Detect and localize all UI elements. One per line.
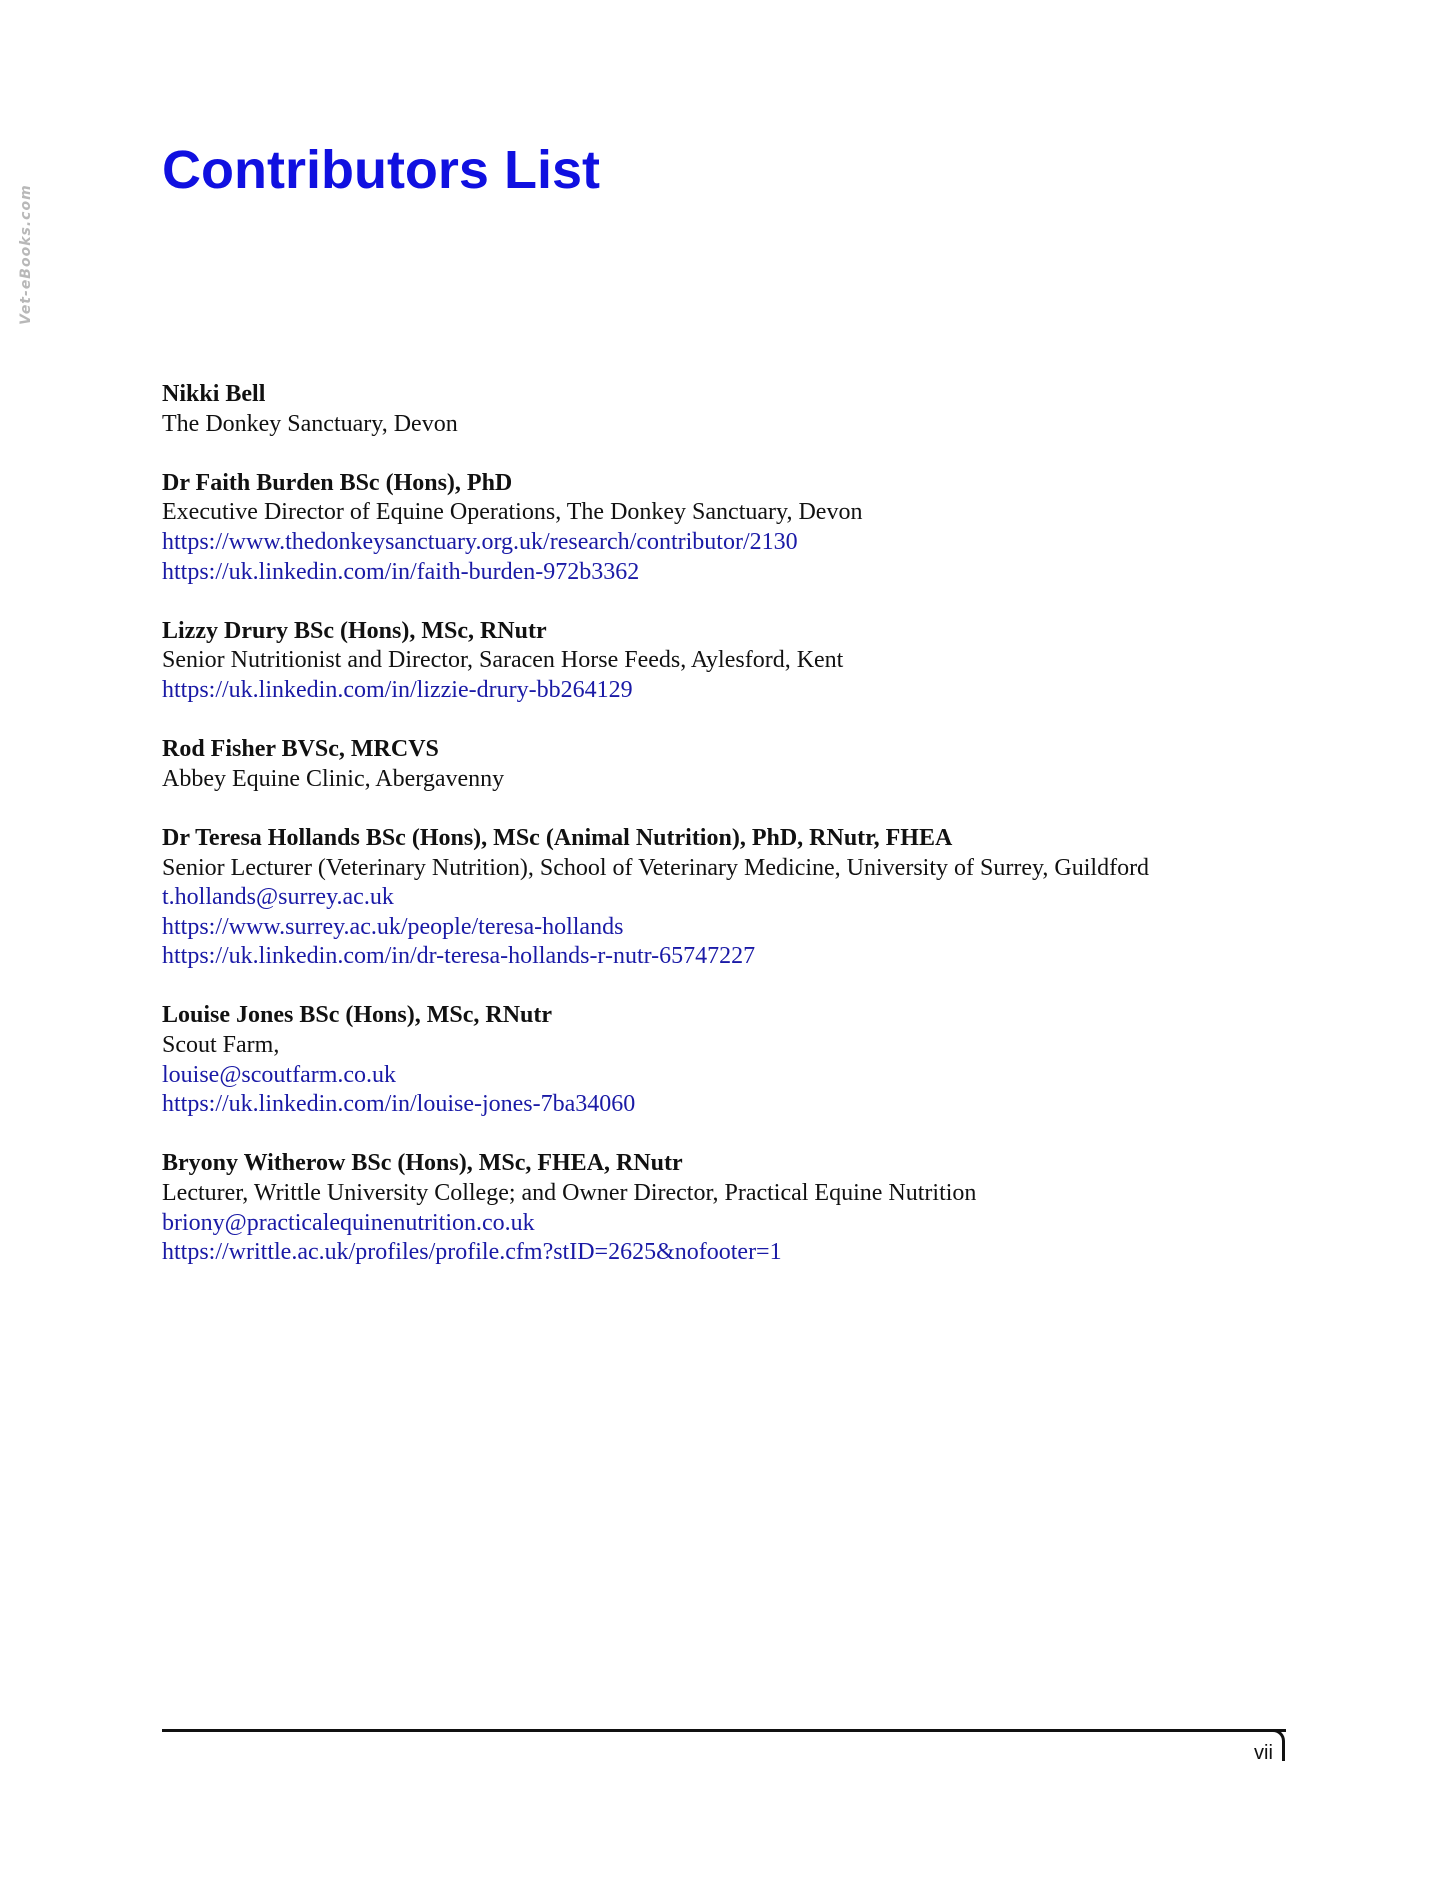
contributor-link[interactable]: https://uk.linkedin.com/in/faith-burden-972b3362 [162,558,640,585]
contributor-entry [162,735,1302,794]
contributor-name: Lizzy Drury BSc (Hons), MSc, RNutr [162,617,547,644]
footer-rule-corner [1272,1729,1285,1761]
watermark-logo: Vet-eBooks.com [18,184,34,325]
contributor-link[interactable]: https://uk.linkedin.com/in/lizzie-drury-bb264129 [162,676,633,703]
footer-rule [162,1729,1286,1732]
contributor-link[interactable]: https://uk.linkedin.com/in/louise-jones-7ba34060 [162,1091,636,1118]
contributor-entry [162,469,1302,587]
contributors-list [162,380,1302,1297]
contributor-affiliation: Scout Farm, [162,1032,280,1059]
contributor-entry [162,1001,1302,1119]
page-title: Contributors List [162,140,600,200]
contributor-name: Nikki Bell [162,381,266,407]
contributor-affiliation: Abbey Equine Clinic, Abergavenny [162,765,505,792]
contributor-link[interactable]: https://uk.linkedin.com/in/dr-teresa-hollands-r-nutr-65747227 [162,943,756,970]
contributor-name: Dr Faith Burden BSc (Hons), PhD [162,469,513,496]
contributor-link[interactable]: https://www.surrey.ac.uk/people/teresa-hollands [162,913,624,940]
contributor-affiliation: Senior Nutritionist and Director, Saracen Horse Feeds, Aylesford, Kent [162,647,844,674]
contributor-affiliation: The Donkey Sanctuary, Devon [162,410,458,437]
contributor-name: Rod Fisher BVSc, MRCVS [162,736,439,763]
contributor-email-link[interactable]: t.hollands@surrey.ac.uk [162,884,394,911]
contributor-name: Louise Jones BSc (Hons), MSc, RNutr [162,1002,553,1029]
contributor-affiliation: Executive Director of Equine Operations, The Donkey Sanctuary, Devon [162,499,863,526]
contributor-name: Bryony Witherow BSc (Hons), MSc, FHEA, RNutr [162,1150,683,1177]
contributor-affiliation: Senior Lecturer (Veterinary Nutrition), School of Veterinary Medicine, University of Surrey, Guildford [162,854,1150,881]
contributor-name: Dr Teresa Hollands BSc (Hons), MSc (Animal Nutrition), PhD, RNutr, FHEA [162,824,953,851]
contributor-link[interactable]: https://www.thedonkeysanctuary.org.uk/research/contributor/2130 [162,528,798,555]
contributor-email-link[interactable]: briony@practicalequinenutrition.co.uk [162,1209,535,1236]
contributor-link[interactable]: https://writtle.ac.uk/profiles/profile.cfm?stID=2625&nofooter=1 [162,1239,782,1266]
page-number: vii [1254,1742,1273,1764]
contributor-affiliation: Lecturer, Writtle University College; and Owner Director, Practical Equine Nutrition [162,1180,977,1207]
contributor-email-link[interactable]: louise@scoutfarm.co.uk [162,1061,397,1088]
contributor-entry [162,380,1302,439]
contributor-entry [162,1149,1302,1267]
contributor-entry [162,824,1302,972]
contributor-entry [162,617,1302,706]
